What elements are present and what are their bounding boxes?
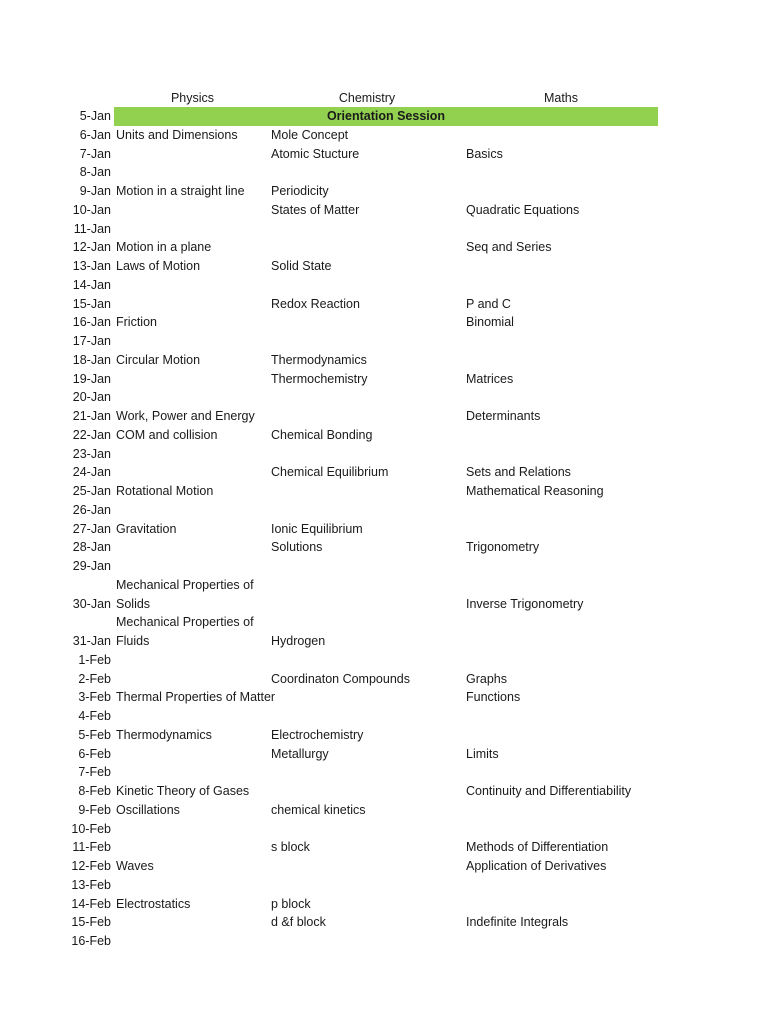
physics-topic-cell: Units and Dimensions (116, 127, 238, 142)
orientation-session-banner: Orientation Session (114, 107, 658, 126)
table-row (0, 351, 768, 370)
table-row (0, 670, 768, 689)
chemistry-topic-cell (271, 857, 465, 876)
maths-topic-cell: Determinants (466, 409, 541, 423)
chemistry-topic-cell: Thermochemistry (271, 371, 368, 386)
physics-topic-cell: Circular Motion (116, 352, 201, 367)
maths-topic-cell: Limits (466, 746, 499, 761)
date-cell: 12-Jan (72, 240, 111, 255)
table-row (0, 613, 768, 651)
physics-topic-cell (116, 557, 271, 576)
maths-topic-cell: Seq and Series (466, 240, 552, 255)
maths-topic-cell (466, 351, 660, 370)
chemistry-topic-cell (271, 707, 465, 726)
date-cell: 16-Feb (71, 934, 111, 948)
physics-topic-cell (116, 838, 271, 857)
date-cell: 1-Feb (78, 652, 111, 667)
physics-topic-cell: Gravitation (116, 521, 177, 536)
chemistry-topic-cell (271, 482, 465, 501)
table-row (0, 313, 768, 332)
maths-topic-cell: P and C (466, 296, 511, 311)
chemistry-topic-cell: Mole Concept (271, 127, 349, 142)
physics-topic-cell: Friction (116, 315, 157, 330)
chemistry-topic-cell: Chemical Equilibrium (271, 465, 389, 480)
physics-topic-cell: Laws of Motion (116, 259, 201, 273)
chemistry-topic-cell (271, 876, 465, 895)
table-row (0, 726, 768, 745)
chemistry-topic-cell: Metallurgy (271, 746, 329, 761)
maths-topic-cell: Methods of Differentiation (466, 840, 609, 855)
chemistry-topic-cell (271, 220, 465, 239)
maths-topic-cell (466, 426, 660, 445)
table-row (0, 857, 768, 876)
date-cell: 15-Jan (72, 296, 111, 311)
maths-topic-cell: Basics (466, 146, 503, 161)
maths-topic-cell: Matrices (466, 371, 514, 386)
table-row (0, 257, 768, 276)
chemistry-topic-cell (271, 388, 465, 407)
maths-topic-cell (466, 763, 660, 782)
table-row (0, 707, 768, 726)
maths-topic-cell (466, 276, 660, 295)
table-row (0, 820, 768, 839)
physics-topic-cell (116, 388, 271, 407)
physics-topic-cell (116, 445, 271, 464)
table-row (0, 651, 768, 670)
table-row (0, 782, 768, 801)
date-cell: 9-Feb (78, 802, 111, 817)
physics-topic-cell (116, 670, 271, 689)
maths-topic-cell: Graphs (466, 671, 507, 686)
maths-topic-cell (466, 501, 660, 520)
date-cell: 17-Jan (72, 334, 111, 348)
date-cell: 13-Feb (71, 877, 111, 892)
chemistry-column-header: Chemistry (338, 91, 396, 105)
maths-topic-cell (466, 257, 660, 276)
maths-topic-cell: Binomial (466, 315, 514, 330)
date-cell: 7-Feb (78, 765, 111, 780)
table-row (0, 838, 768, 857)
table-row (0, 745, 768, 764)
physics-topic-cell: Motion in a straight line (116, 184, 245, 198)
table-row (0, 238, 768, 257)
date-cell: 21-Jan (72, 409, 111, 423)
physics-topic-cell: Rotational Motion (116, 484, 214, 498)
table-row (0, 276, 768, 295)
chemistry-topic-cell: Periodicity (271, 184, 329, 198)
maths-topic-cell (466, 163, 660, 182)
date-cell: 14-Jan (72, 277, 111, 292)
date-cell: 6-Feb (78, 746, 111, 761)
chemistry-topic-cell: Solutions (271, 540, 323, 555)
table-row (0, 932, 768, 951)
chemistry-topic-cell: Solid State (271, 259, 332, 273)
maths-topic-cell (466, 895, 660, 914)
date-cell: 4-Feb (78, 709, 111, 723)
table-row (0, 163, 768, 182)
chemistry-topic-cell: Electrochemistry (271, 727, 364, 742)
physics-topic-cell: Kinetic Theory of Gases (116, 784, 250, 798)
maths-topic-cell: Quadratic Equations (466, 202, 580, 217)
chemistry-topic-cell: Atomic Stucture (271, 146, 360, 161)
maths-topic-cell: Sets and Relations (466, 465, 571, 480)
date-cell: 12-Feb (71, 859, 111, 873)
chemistry-topic-cell: States of Matter (271, 202, 360, 217)
chemistry-topic-cell: p block (271, 896, 311, 911)
table-row (0, 426, 768, 445)
date-cell: 11-Jan (73, 221, 111, 236)
date-cell: 2-Feb (78, 671, 111, 686)
physics-topic-cell: Mechanical Properties of Fluids (116, 615, 254, 648)
chemistry-topic-cell: Ionic Equilibrium (271, 521, 363, 536)
date-cell: 9-Jan (79, 184, 111, 198)
table-row (0, 763, 768, 782)
chemistry-topic-cell (271, 163, 465, 182)
date-cell: 25-Jan (72, 484, 111, 498)
chemistry-topic-cell (271, 651, 465, 670)
table-row (0, 876, 768, 895)
table-row (0, 145, 768, 164)
maths-topic-cell (466, 801, 660, 820)
physics-topic-cell (116, 145, 271, 164)
physics-topic-cell: COM and collision (116, 427, 218, 442)
physics-topic-cell (116, 295, 271, 314)
chemistry-topic-cell (271, 688, 465, 707)
maths-topic-cell (466, 632, 660, 651)
table-row (0, 295, 768, 314)
physics-topic-cell: Electrostatics (116, 896, 191, 911)
date-cell: 30-Jan (72, 596, 111, 611)
physics-topic-cell: Thermodynamics (116, 727, 212, 742)
physics-topic-cell: Thermal Properties of Matter (116, 690, 276, 705)
maths-topic-cell (466, 220, 660, 239)
maths-topic-cell (466, 126, 660, 145)
physics-topic-cell (116, 370, 271, 389)
chemistry-topic-cell: Redox Reaction (271, 296, 360, 311)
date-cell: 8-Jan (79, 165, 111, 180)
date-cell: 28-Jan (72, 540, 111, 555)
date-cell: 11-Feb (72, 840, 111, 855)
date-cell: 19-Jan (72, 371, 111, 386)
physics-topic-cell (116, 276, 271, 295)
chemistry-topic-cell (271, 763, 465, 782)
date-cell: 8-Feb (78, 784, 111, 798)
table-row (0, 220, 768, 239)
chemistry-topic-cell: Thermodynamics (271, 352, 367, 367)
chemistry-topic-cell (271, 782, 465, 801)
date-cell: 16-Jan (72, 315, 111, 330)
maths-topic-cell (466, 707, 660, 726)
maths-topic-cell (466, 932, 660, 951)
maths-column-header: Maths (543, 91, 579, 105)
table-row (0, 445, 768, 464)
table-row (0, 388, 768, 407)
date-cell: 26-Jan (72, 502, 111, 517)
maths-topic-cell (466, 651, 660, 670)
date-cell: 7-Jan (79, 146, 111, 161)
date-cell: 31-Jan (72, 634, 111, 648)
date-cell: 13-Jan (72, 259, 111, 273)
date-cell: 22-Jan (72, 427, 111, 442)
maths-topic-cell (466, 182, 660, 201)
physics-topic-cell (116, 763, 271, 782)
physics-topic-cell (116, 651, 271, 670)
maths-topic-cell (466, 820, 660, 839)
date-cell: 5-Jan (79, 109, 111, 123)
chemistry-topic-cell (271, 238, 465, 257)
maths-topic-cell (466, 388, 660, 407)
chemistry-topic-cell: s block (271, 840, 310, 855)
physics-topic-cell (116, 913, 271, 932)
physics-column-header: Physics (170, 91, 215, 105)
maths-topic-cell (466, 726, 660, 745)
table-row (0, 913, 768, 932)
date-cell: 3-Feb (78, 690, 111, 705)
date-cell: 15-Feb (71, 915, 111, 930)
physics-topic-cell: Oscillations (116, 802, 180, 817)
physics-topic-cell (116, 220, 271, 239)
chemistry-topic-cell: Chemical Bonding (271, 427, 373, 442)
physics-topic-cell (116, 820, 271, 839)
table-row (0, 482, 768, 501)
physics-topic-cell (116, 201, 271, 220)
table-row (0, 126, 768, 145)
maths-topic-cell (466, 557, 660, 576)
physics-topic-cell (116, 463, 271, 482)
physics-topic-cell (116, 501, 271, 520)
table-row (0, 501, 768, 520)
date-cell: 24-Jan (72, 465, 111, 480)
maths-topic-cell: Inverse Trigonometry (466, 596, 584, 611)
table-row (0, 407, 768, 426)
physics-topic-cell (116, 163, 271, 182)
maths-topic-cell: Application of Derivatives (466, 859, 607, 873)
date-cell: 10-Jan (72, 202, 111, 217)
date-cell: 18-Jan (72, 352, 111, 367)
table-row (0, 520, 768, 539)
maths-topic-cell (466, 445, 660, 464)
table-row (0, 332, 768, 351)
table-row (0, 370, 768, 389)
maths-topic-cell (466, 876, 660, 895)
table-row (0, 801, 768, 820)
date-cell: 5-Feb (78, 727, 111, 742)
chemistry-topic-cell (271, 501, 465, 520)
physics-topic-cell: Mechanical Properties of Solids (116, 577, 254, 611)
chemistry-topic-cell: d &f block (271, 915, 326, 930)
date-cell: 14-Feb (71, 896, 111, 911)
maths-topic-cell: Functions (466, 690, 521, 705)
table-row (0, 895, 768, 914)
physics-topic-cell (116, 707, 271, 726)
physics-topic-cell: Work, Power and Energy (116, 409, 255, 423)
table-row (0, 557, 768, 576)
chemistry-topic-cell (271, 332, 465, 351)
chemistry-topic-cell (271, 820, 465, 839)
date-cell: 29-Jan (72, 559, 111, 573)
table-row (0, 182, 768, 201)
chemistry-topic-cell (271, 276, 465, 295)
maths-topic-cell: Trigonometry (466, 540, 540, 555)
chemistry-topic-cell (271, 557, 465, 576)
table-row (0, 463, 768, 482)
orientation-row (0, 107, 768, 126)
maths-topic-cell: Mathematical Reasoning (466, 484, 604, 498)
chemistry-topic-cell (271, 932, 465, 951)
date-cell: 27-Jan (72, 521, 111, 536)
physics-topic-cell (116, 876, 271, 895)
table-row (0, 201, 768, 220)
date-cell: 20-Jan (72, 390, 111, 405)
physics-topic-cell (116, 332, 271, 351)
chemistry-topic-cell: Coordinaton Compounds (271, 671, 410, 686)
maths-topic-cell (466, 520, 660, 539)
date-cell: 10-Feb (71, 821, 111, 836)
maths-topic-cell (466, 332, 660, 351)
date-cell: 23-Jan (72, 446, 111, 461)
physics-topic-cell (116, 932, 271, 951)
chemistry-topic-cell (271, 595, 465, 614)
table-row (0, 576, 768, 614)
table-row (0, 538, 768, 557)
physics-topic-cell: Motion in a plane (116, 240, 212, 255)
date-cell: 6-Jan (79, 127, 111, 142)
chemistry-topic-cell: Hydrogen (271, 634, 326, 648)
chemistry-topic-cell: chemical kinetics (271, 802, 366, 817)
chemistry-topic-cell (271, 313, 465, 332)
chemistry-topic-cell (271, 407, 465, 426)
maths-topic-cell: Indefinite Integrals (466, 915, 569, 930)
physics-topic-cell (116, 745, 271, 764)
chemistry-topic-cell (271, 445, 465, 464)
maths-topic-cell: Continuity and Differentiability (466, 784, 632, 798)
physics-topic-cell: Waves (116, 859, 154, 873)
table-row (0, 688, 768, 707)
physics-topic-cell (116, 538, 271, 557)
